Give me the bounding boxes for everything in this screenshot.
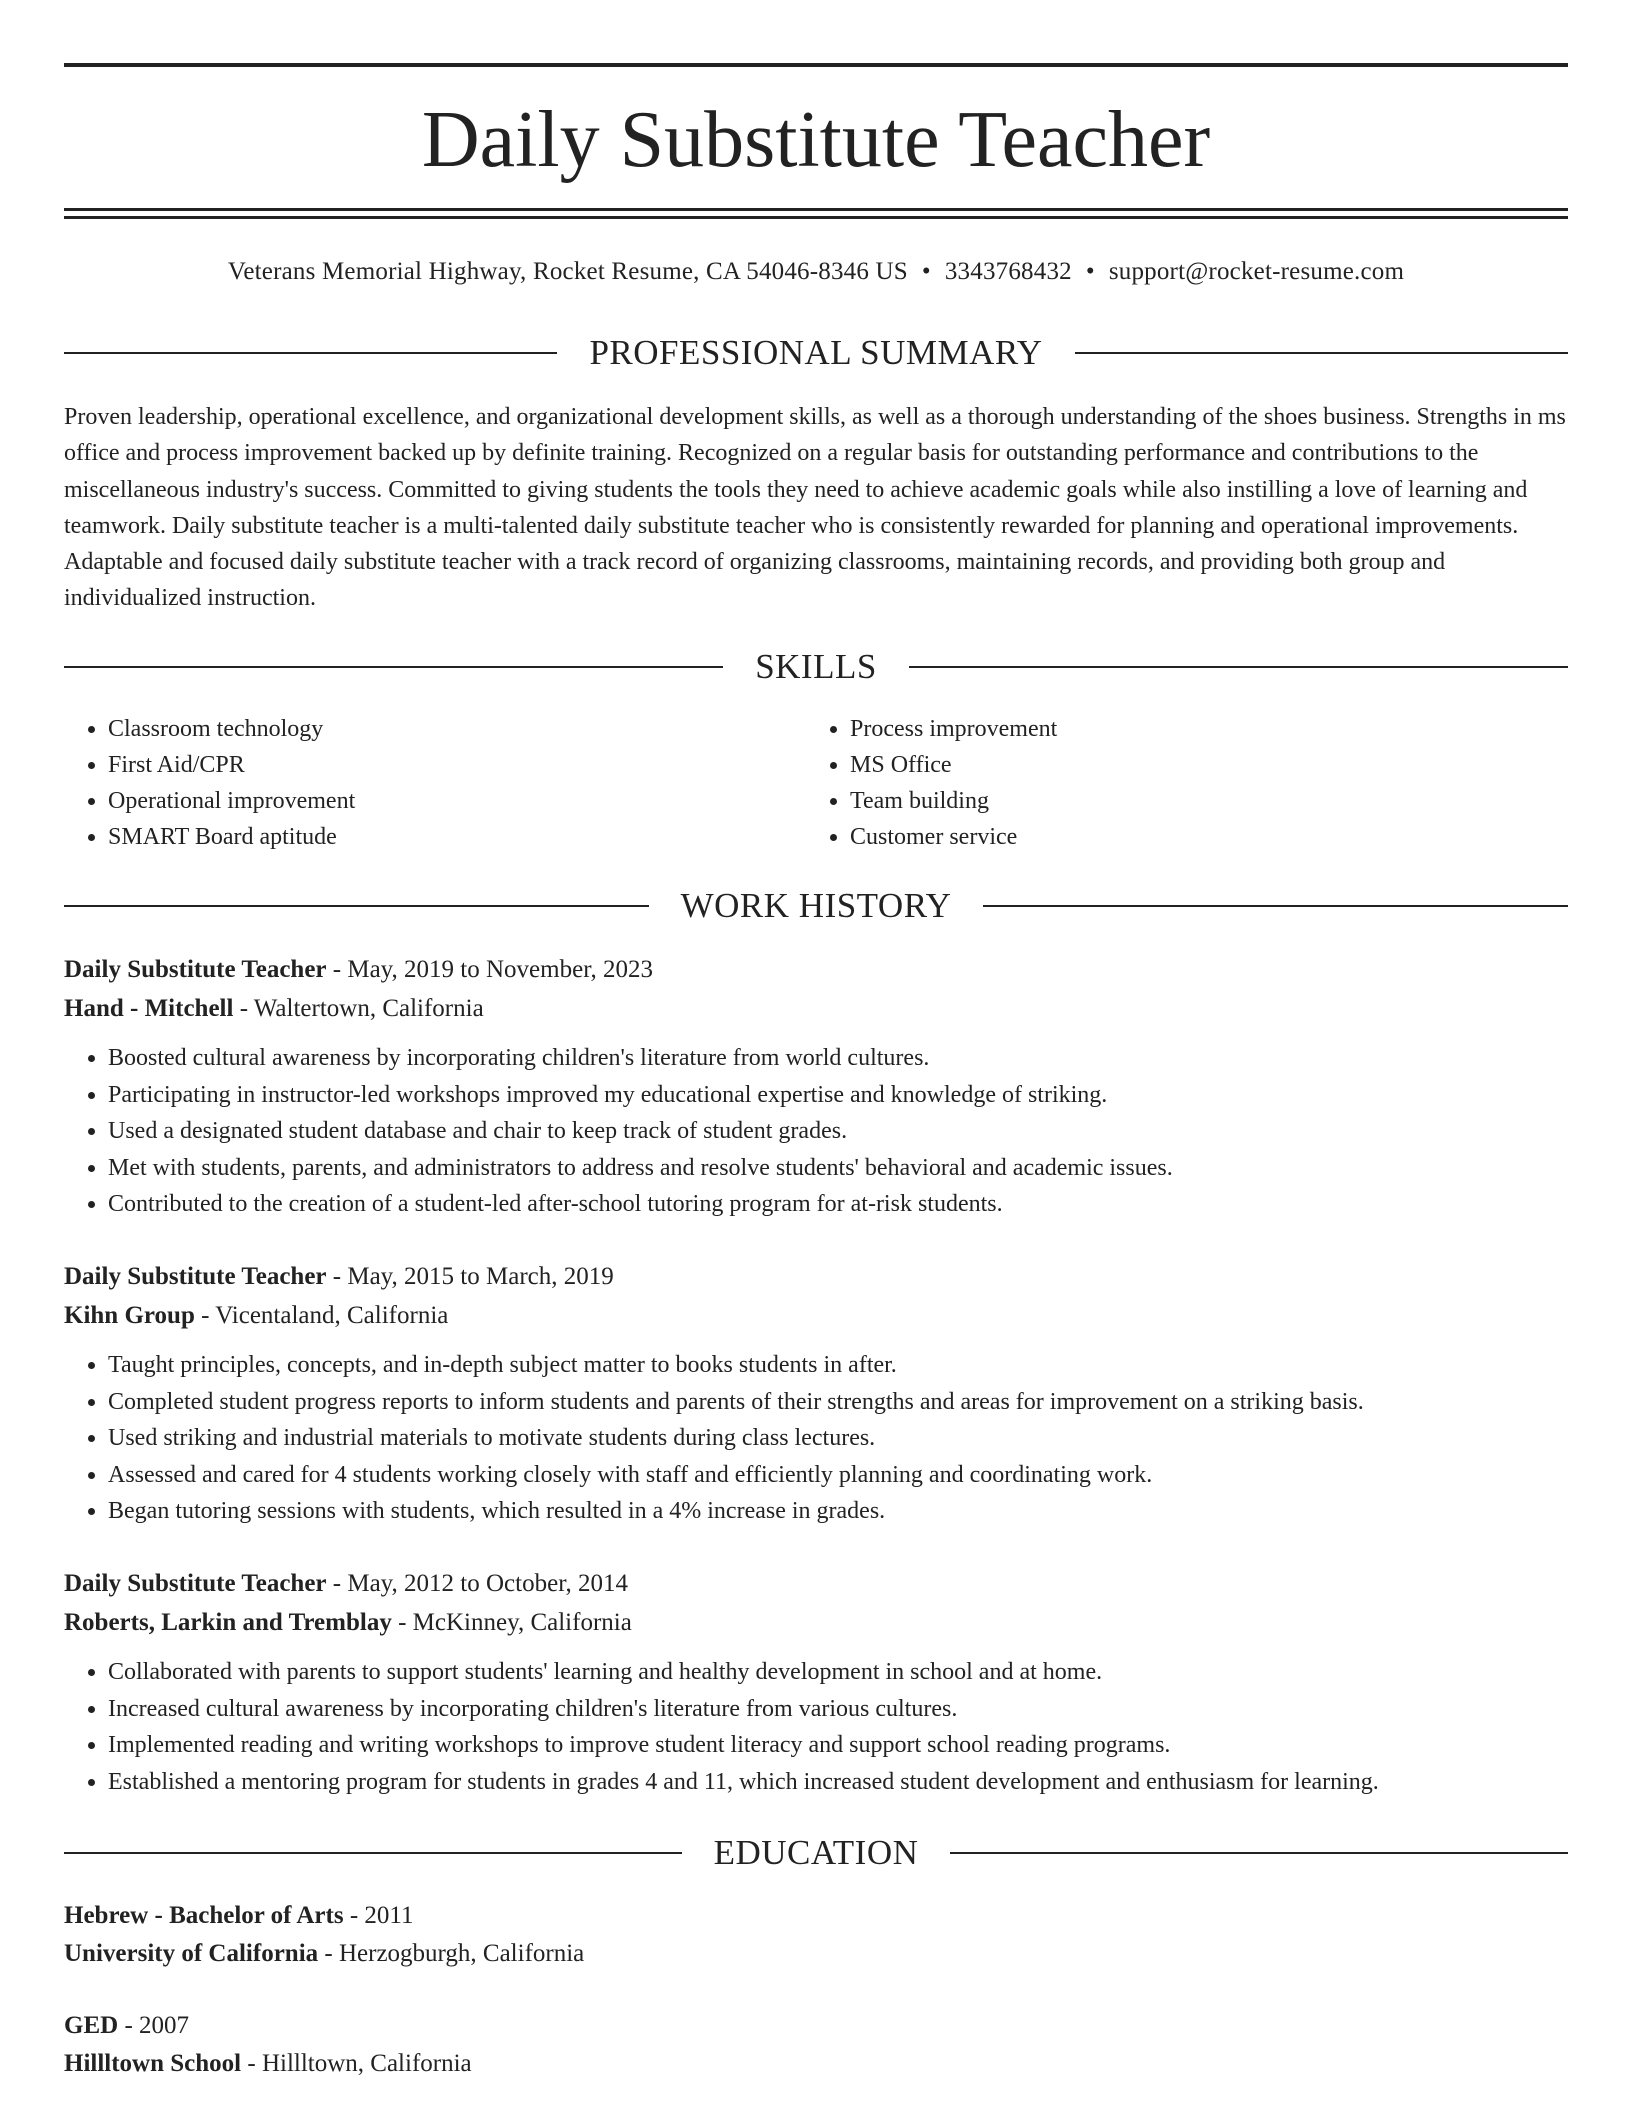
contact-separator: • [1085,258,1095,285]
skill-item: • Customer service [850,819,1568,855]
job-employer-line [64,989,1568,1028]
education-school-line [64,1935,1568,1973]
job-location: - Waltertown, California [233,995,484,1022]
skill-item: • First Aid/CPR [108,747,806,783]
job-employer-line [64,1296,1568,1335]
job-employer-line [64,1603,1568,1642]
job-title-line [64,1257,1568,1296]
job-title-line [64,1564,1568,1603]
job-bullet: • Established a mentoring program for students in grades 4 and 11, which increased student development and enthusiasm for learning. [108,1764,1568,1801]
education-year: - 2011 [343,1902,414,1929]
job-bullet: • Implemented reading and writing workshops to improve student literacy and support school reading programs. [108,1727,1568,1764]
job-bullets [64,1347,1568,1530]
job-bullet: • Assessed and cared for 4 students working closely with staff and efficiently planning and coordinating work. [108,1457,1568,1494]
job-entry [64,1257,1568,1530]
job-bullet: • Taught principles, concepts, and in-depth subject matter to books students in after. [108,1347,1568,1384]
skill-item: • Team building [850,783,1568,819]
section-header-education [64,1831,1568,1875]
job-dates: - May, 2019 to November, 2023 [326,956,654,983]
job-role: Daily Substitute Teacher [64,1570,327,1597]
education-school-line [64,2045,1568,2083]
section-header-summary [64,331,1568,375]
contact-line [64,254,1568,290]
section-rule-right [950,1852,1568,1854]
contact-address: Veterans Memorial Highway, Rocket Resume, CA 54046-8346 US [227,258,908,285]
job-location: - McKinney, California [391,1609,632,1636]
skills-list [64,711,1568,855]
skill-item: • Operational improvement [108,783,806,819]
job-location: - Vicentaland, California [194,1302,449,1329]
job-entry [64,950,1568,1223]
section-title-education: EDUCATION [713,1833,919,1872]
education-entry [64,1897,1568,1973]
job-employer: Hand - Mitchell [64,995,234,1022]
skills-column-right [806,711,1568,855]
header-rule-lower [64,216,1568,219]
job-dates: - May, 2015 to March, 2019 [326,1263,614,1290]
contact-phone: 3343768432 [944,258,1072,285]
section-rule-right [909,666,1568,668]
education-school: Hillltown School [64,2050,242,2077]
job-bullet: • Increased cultural awareness by incorporating children's literature from various cultures. [108,1691,1568,1728]
education-degree-line [64,1897,1568,1935]
education-school: University of California [64,1940,319,1967]
job-dates: - May, 2012 to October, 2014 [326,1570,629,1597]
job-bullet: • Boosted cultural awareness by incorporating children's literature from world cultures. [108,1040,1568,1077]
job-role: Daily Substitute Teacher [64,1263,327,1290]
job-bullets [64,1040,1568,1223]
job-bullet: • Collaborated with parents to support students' learning and healthy development in school and at home. [108,1654,1568,1691]
header-top-rule [64,63,1568,67]
section-rule-left [64,666,723,668]
section-rule-right [1075,352,1568,354]
job-title-line [64,950,1568,989]
job-bullets [64,1654,1568,1800]
section-rule-right [983,905,1568,907]
summary-paragraph: Proven leadership, operational excellence, and organizational development skills, as well as a thorough understanding of the shoes business. Strengths in ms office and process improvement backed up by definite training. Recognized on a regular basis for outstanding performance and contributions to the miscellaneous industry's success. Committed to giving students the tools they need to achieve academic goals while also instilling a love of learning and teamwork. Daily substitute teacher is a multi-talented daily substitute teacher who is consistently rewarded for planning and operational improvements. Adaptable and focused daily substitute teacher with a track record of organizing classrooms, maintaining records, and providing both group and individualized instruction. [64,404,1566,612]
education-degree: Hebrew - Bachelor of Arts [64,1902,344,1929]
section-title-skills: SKILLS [755,647,877,686]
skills-column-left [64,711,806,855]
section-rule-left [64,1852,682,1854]
education-degree-line [64,2007,1568,2045]
section-header-skills [64,645,1568,689]
education-location: - Herzogburgh, California [318,1940,585,1967]
education-location: - Hillltown, California [241,2050,472,2077]
skill-item: • MS Office [850,747,1568,783]
job-employer: Kihn Group [64,1302,195,1329]
section-header-work [64,884,1568,928]
header-rule-upper [64,208,1568,211]
job-bullet: • Used a designated student database and chair to keep track of student grades. [108,1113,1568,1150]
section-title-work: WORK HISTORY [680,886,952,925]
job-bullet: • Began tutoring sessions with students, which resulted in a 4% increase in grades. [108,1493,1568,1530]
skill-item: • Process improvement [850,711,1568,747]
job-role: Daily Substitute Teacher [64,956,327,983]
job-entry [64,1564,1568,1800]
job-employer: Roberts, Larkin and Tremblay [64,1609,392,1636]
job-bullet: • Contributed to the creation of a student-led after-school tutoring program for at-risk students. [108,1186,1568,1223]
section-rule-left [64,905,649,907]
contact-email: support@rocket-resume.com [1108,258,1405,285]
education-year: - 2007 [118,2012,190,2039]
education-entry [64,2007,1568,2083]
resume-title: Daily Substitute Teacher [421,96,1211,184]
skill-item: • Classroom technology [108,711,806,747]
job-bullet: • Completed student progress reports to inform students and parents of their strengths and areas for improvement on a striking basis. [108,1384,1568,1421]
skill-item: • SMART Board aptitude [108,819,806,855]
job-bullet: • Used striking and industrial materials to motivate students during class lectures. [108,1420,1568,1457]
job-bullet: • Participating in instructor-led workshops improved my educational expertise and knowledge of striking. [108,1077,1568,1114]
section-rule-left [64,352,557,354]
job-bullet: • Met with students, parents, and administrators to address and resolve students' behavioral and academic issues. [108,1150,1568,1187]
section-title-summary: PROFESSIONAL SUMMARY [589,333,1043,372]
education-degree: GED [64,2012,119,2039]
contact-separator: • [921,258,931,285]
